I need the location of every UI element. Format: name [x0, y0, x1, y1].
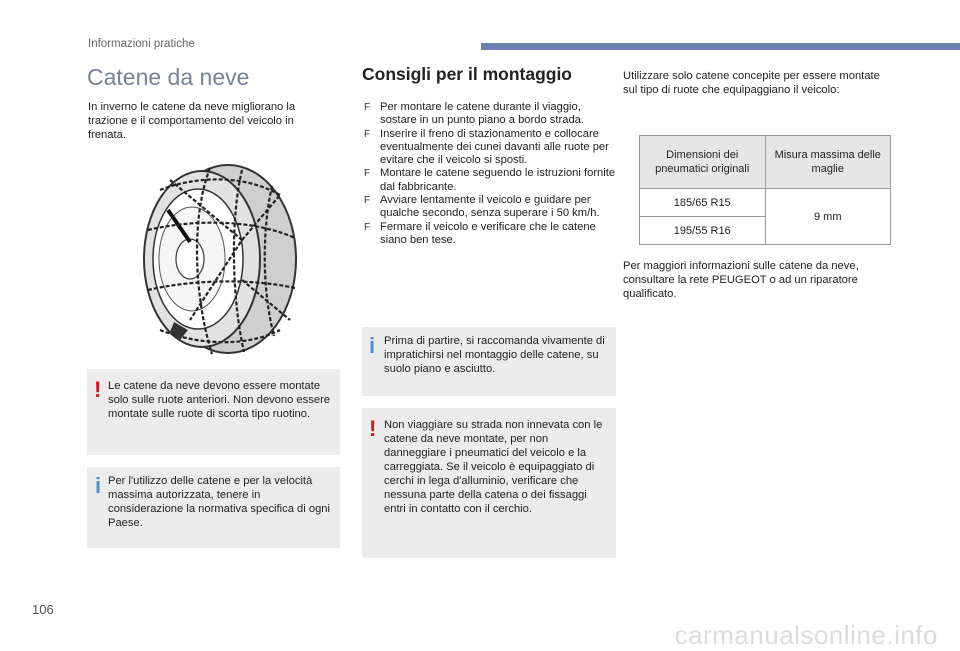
table-row — [640, 189, 891, 217]
checkbox-bullet-icon: F — [364, 168, 371, 180]
checkbox-bullet-icon: F — [364, 195, 371, 207]
tire-icon — [130, 160, 300, 360]
right-outro-text: Per maggiori informazioni sulle catene da neve, consultare la rete PEUGEOT o ad un riparatore qualificato. — [623, 260, 859, 300]
table-cell-max-link: 9 mm — [765, 189, 891, 245]
warning-note-front-wheels — [87, 369, 340, 455]
warning-note-text: Le catene da neve devono essere montate solo sulle ruote anteriori. Non devono essere montate sulle ruote di scorta tipo ruotino. — [108, 380, 331, 420]
list-item: F Avviare lentamente il veicolo e guidare per qualche secondo, senza superare i 50 km/h. — [364, 194, 600, 220]
table-cell-tire-size: 195/55 R16 — [640, 217, 766, 245]
intro-text: In inverno le catene da neve migliorano la trazione e il comportamento del veicolo in frenata. — [88, 101, 296, 141]
warning-icon: ! — [94, 377, 102, 402]
checkbox-bullet-icon: F — [364, 221, 371, 233]
info-note-regulations — [87, 467, 340, 548]
table-header-max-link: Misura massima delle maglie — [765, 136, 891, 189]
section-accent-bar — [481, 43, 960, 50]
watermark: carmanualsonline.info — [674, 620, 938, 650]
info-note-text: Per l'utilizzo delle catene e per la velocità massima autorizzata, tenere in considerazione la normativa specifica di ogni Paese. — [108, 475, 331, 529]
section-label: Informazioni pratiche — [88, 38, 195, 50]
info-note-practice — [362, 327, 616, 396]
section-heading-mounting: Consigli per il montaggio — [362, 64, 572, 84]
page-title: Catene da neve — [87, 64, 250, 90]
list-item: F Per montare le catene durante il viaggio, sostare in un punto piano a bordo strada. — [364, 101, 585, 127]
table-cell-tire-size: 185/65 R15 — [640, 189, 766, 217]
chain-size-table — [639, 135, 891, 245]
list-item: F Montare le catene seguendo le istruzioni fornite dal fabbricante. — [364, 167, 616, 193]
warning-note-text: Non viaggiare su strada non innevata con le catene da neve montate, per non danneggiare i pneumatici del veicolo e la carreggiata. Se il veicolo è equipaggiato di cerchi in lega d'alluminio, verificare che nessuna parte della catena o dei fissaggi entri in contatto con il cerchio. — [384, 419, 603, 515]
right-intro-text: Utilizzare solo catene concepite per essere montate sul tipo di ruote che equipaggiano il veicolo: — [623, 70, 880, 96]
table-header-row — [640, 136, 891, 189]
warning-icon: ! — [369, 416, 377, 441]
mounting-steps-list — [364, 101, 619, 247]
snow-chain-tire-illustration — [130, 160, 300, 360]
info-icon: i — [369, 333, 376, 358]
list-item: F Inserire il freno di stazionamento e collocare eventualmente dei cunei davanti alle ruote per evitare che il veicolo si sposti. — [364, 127, 609, 167]
table-header-tire-size: Dimensioni dei pneumatici originali — [640, 136, 766, 189]
checkbox-bullet-icon: F — [364, 102, 371, 113]
list-item: F Fermare il veicolo e verificare che le catene siano ben tese. — [364, 220, 596, 246]
info-icon: i — [95, 473, 102, 498]
checkbox-bullet-icon: F — [364, 128, 371, 140]
page-number: 106 — [32, 602, 54, 617]
warning-note-road — [362, 408, 616, 558]
info-note-text: Prima di partire, si raccomanda vivamente di impratichirsi nel montaggio delle catene, su suolo piano e asciutto. — [384, 335, 605, 375]
